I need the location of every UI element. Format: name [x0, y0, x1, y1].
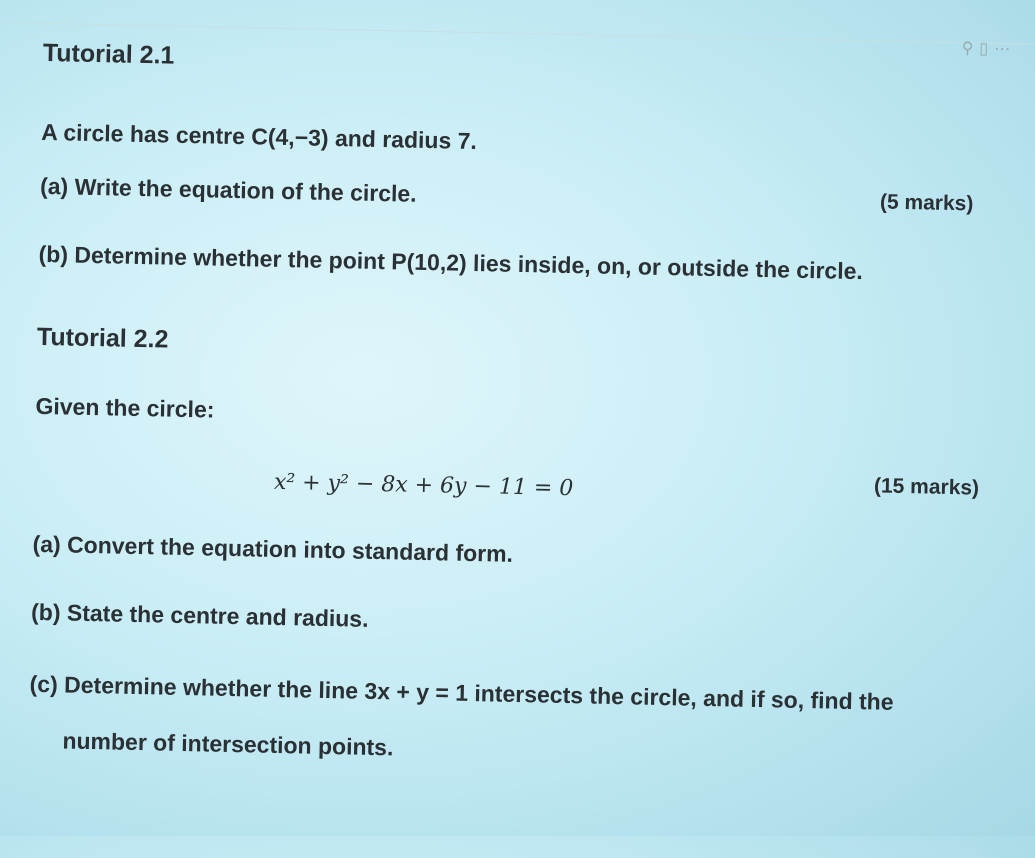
more-icon[interactable]: ⋯ [994, 40, 1017, 59]
tutorial-2-2-part-b: (b) State the centre and radius. [30, 598, 369, 632]
top-toolbar [0, 0, 1035, 45]
copy-icon[interactable]: ▯ [979, 40, 995, 58]
tutorial-2-1-intro: A circle has centre C(4,−3) and radius 7. [40, 118, 478, 155]
search-icon[interactable]: ⚲ [961, 40, 980, 58]
toolbar-icons [961, 38, 1016, 59]
tutorial-2-2-heading: Tutorial 2.2 [36, 322, 169, 354]
tutorial-2-1-marks: (5 marks) [879, 190, 974, 216]
tutorial-2-2-intro: Given the circle: [35, 392, 215, 423]
tutorial-2-2-marks: (15 marks) [873, 474, 980, 500]
tutorial-2-2-part-c-line1: (c) Determine whether the line 3x + y = 1 intersects the circle, and if so, find the [29, 670, 894, 715]
tutorial-2-2-part-c-line2: number of intersection points. [62, 727, 394, 761]
tutorial-2-1-part-b: (b) Determine whether the point P(10,2) lies inside, on, or outside the circle. [38, 240, 864, 285]
tutorial-2-1-part-a: (a) Write the equation of the circle. [39, 172, 417, 207]
circle-equation: x² + y² − 8x + 6y − 11 = 0 [273, 469, 574, 502]
tutorial-2-2-part-a: (a) Convert the equation into standard form. [32, 530, 514, 567]
tutorial-2-1-heading: Tutorial 2.1 [42, 38, 175, 70]
